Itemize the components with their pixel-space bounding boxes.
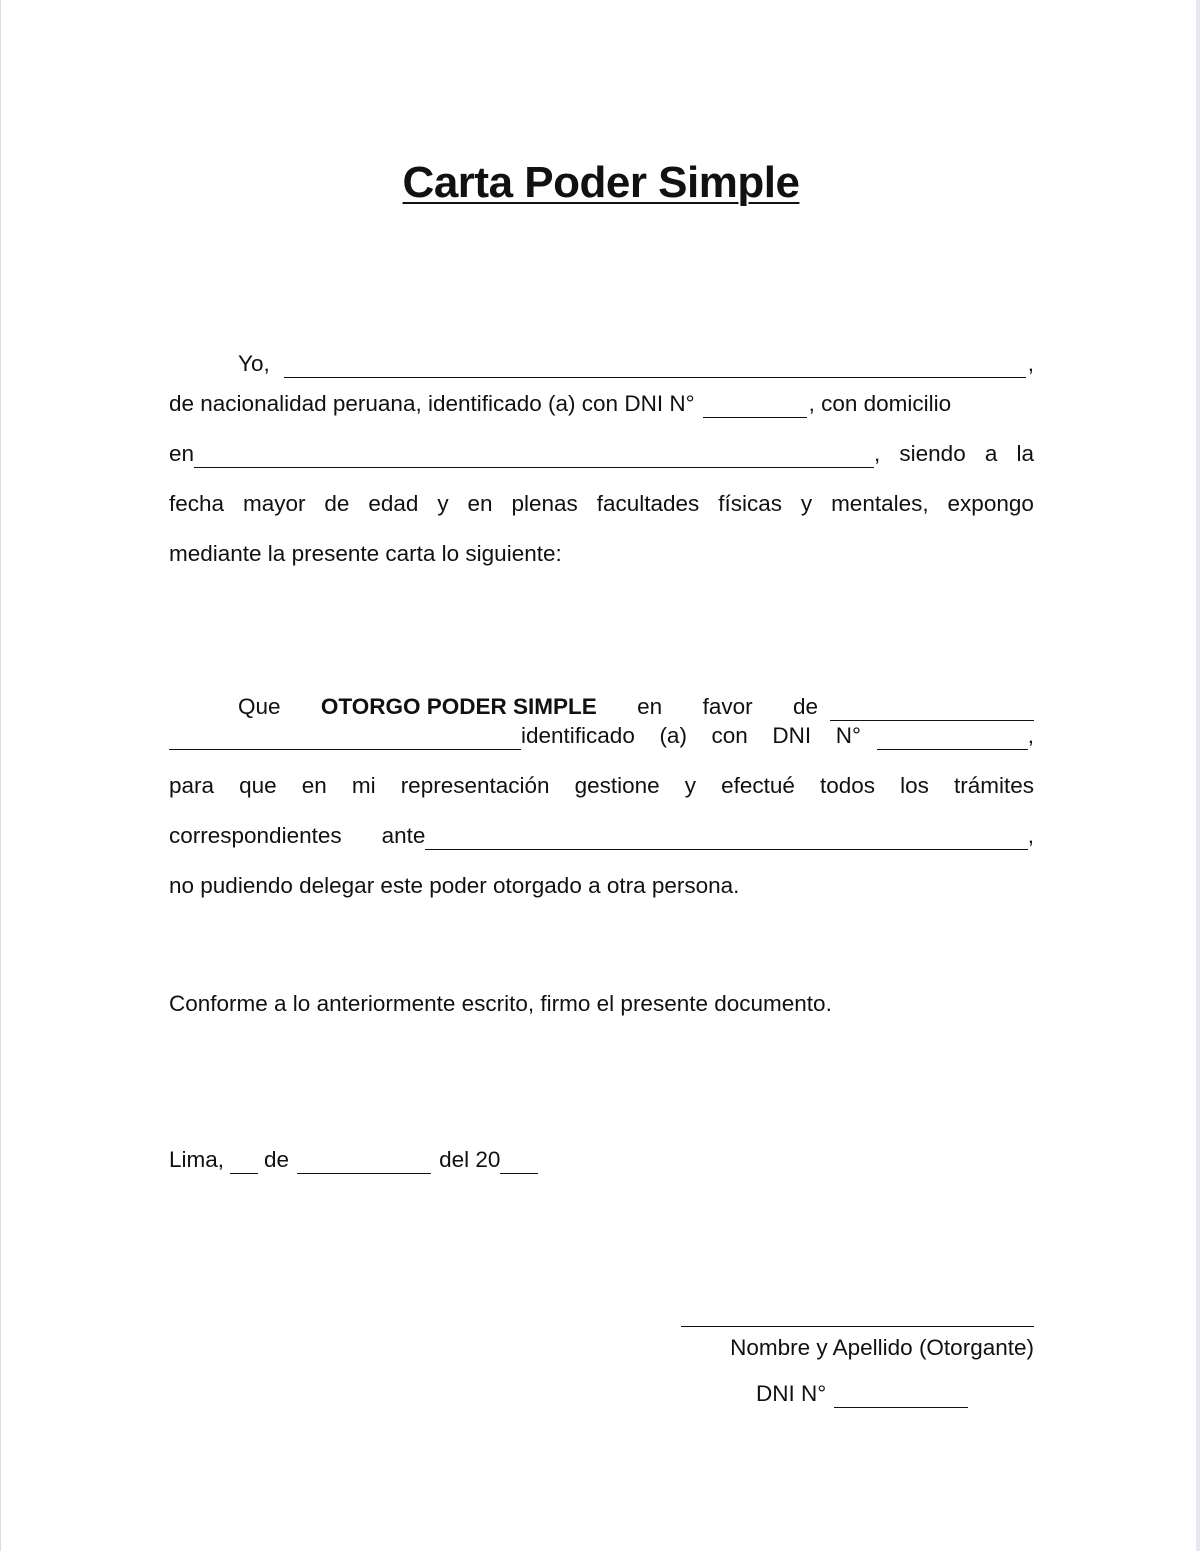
- p2-line-1: [169, 693, 1034, 721]
- address-blank: [194, 445, 874, 468]
- signature-line: [681, 1326, 1034, 1327]
- word: ,: [874, 441, 881, 466]
- de-text: de: [264, 1147, 290, 1172]
- p2-line-5: no pudiendo delegar este poder otorgado a otra persona.: [169, 873, 740, 898]
- word: favor: [702, 694, 753, 719]
- que-text: [238, 693, 818, 721]
- year-blank: [500, 1151, 538, 1174]
- apoderado-blank-1: [830, 698, 1034, 721]
- signature-name-label: Nombre y Apellido (Otorgante): [730, 1335, 1034, 1360]
- word: y: [437, 491, 449, 516]
- word: que: [239, 773, 277, 798]
- day-blank: [230, 1151, 258, 1174]
- document-title: Carta Poder Simple: [402, 158, 800, 207]
- word: físicas: [718, 491, 782, 516]
- word: N°: [835, 723, 861, 748]
- apoderado-blank-2: [169, 727, 521, 750]
- correspondientes-text: correspondientes: [169, 823, 342, 848]
- name-blank: [284, 355, 1026, 378]
- word: efectué: [721, 773, 795, 798]
- ante-text: ante: [381, 823, 426, 848]
- dni-label: DNI N°: [756, 1381, 827, 1406]
- word: Que: [238, 694, 281, 719]
- word: para: [169, 773, 215, 798]
- apoderado-dni-blank: [877, 727, 1028, 750]
- p1-line-3: [169, 440, 1034, 468]
- en-label: en: [169, 441, 195, 466]
- signature-dni-blank: [834, 1385, 968, 1408]
- date-line: [169, 1146, 1034, 1174]
- nationality-text: de nacionalidad peruana, identificado (a) con DNI N°: [169, 391, 695, 416]
- word: mi: [351, 773, 376, 798]
- word: en: [467, 491, 493, 516]
- p3-line: Conforme a lo anteriormente escrito, firmo el presente documento.: [169, 991, 832, 1016]
- identificado-text: [521, 722, 861, 750]
- word: todos: [819, 773, 876, 798]
- del-text: del 20: [439, 1147, 501, 1172]
- word: y: [684, 773, 697, 798]
- word: edad: [368, 491, 419, 516]
- word: facultades: [596, 491, 700, 516]
- lima-text: Lima,: [169, 1147, 225, 1172]
- word: con: [711, 723, 748, 748]
- comma: ,: [1027, 723, 1034, 748]
- dni-blank: [703, 395, 807, 418]
- word: fecha: [169, 491, 225, 516]
- word: trámites: [953, 773, 1034, 798]
- signature-dni: [756, 1380, 970, 1408]
- word: mayor: [242, 491, 306, 516]
- word: los: [900, 773, 929, 798]
- word: DNI: [772, 723, 812, 748]
- word: de: [324, 491, 350, 516]
- word: gestione: [574, 773, 660, 798]
- word: a: [984, 441, 998, 466]
- p1-line-5: mediante la presente carta lo siguiente:: [169, 541, 562, 566]
- word: siendo: [899, 441, 966, 466]
- word: y: [800, 491, 813, 516]
- ante-end: ,: [1027, 823, 1034, 848]
- p2-line-2: [169, 722, 1034, 750]
- p2-line-4: [169, 822, 1034, 850]
- domicilio-text: , con domicilio: [808, 391, 952, 416]
- entidad-blank: [425, 827, 1027, 850]
- word: representación: [400, 773, 550, 798]
- p1-line-4: [169, 490, 1034, 518]
- word: en: [301, 773, 327, 798]
- word: de: [792, 694, 818, 719]
- yo-end: ,: [1027, 351, 1034, 376]
- month-blank: [297, 1151, 431, 1174]
- p2-line-3: [169, 772, 1034, 800]
- word: la: [1016, 441, 1034, 466]
- p1-line-2: [169, 390, 1034, 418]
- word: expongo: [947, 491, 1034, 516]
- word: mentales,: [831, 491, 929, 516]
- word: (a): [659, 723, 687, 748]
- word: en: [637, 694, 663, 719]
- otorgo-poder-simple: OTORGO PODER SIMPLE: [320, 694, 597, 719]
- siendo-text: [874, 440, 1034, 468]
- yo-label: Yo,: [238, 351, 270, 376]
- p1-line-1: [169, 350, 1034, 378]
- word: identificado: [521, 723, 635, 748]
- word: plenas: [511, 491, 578, 516]
